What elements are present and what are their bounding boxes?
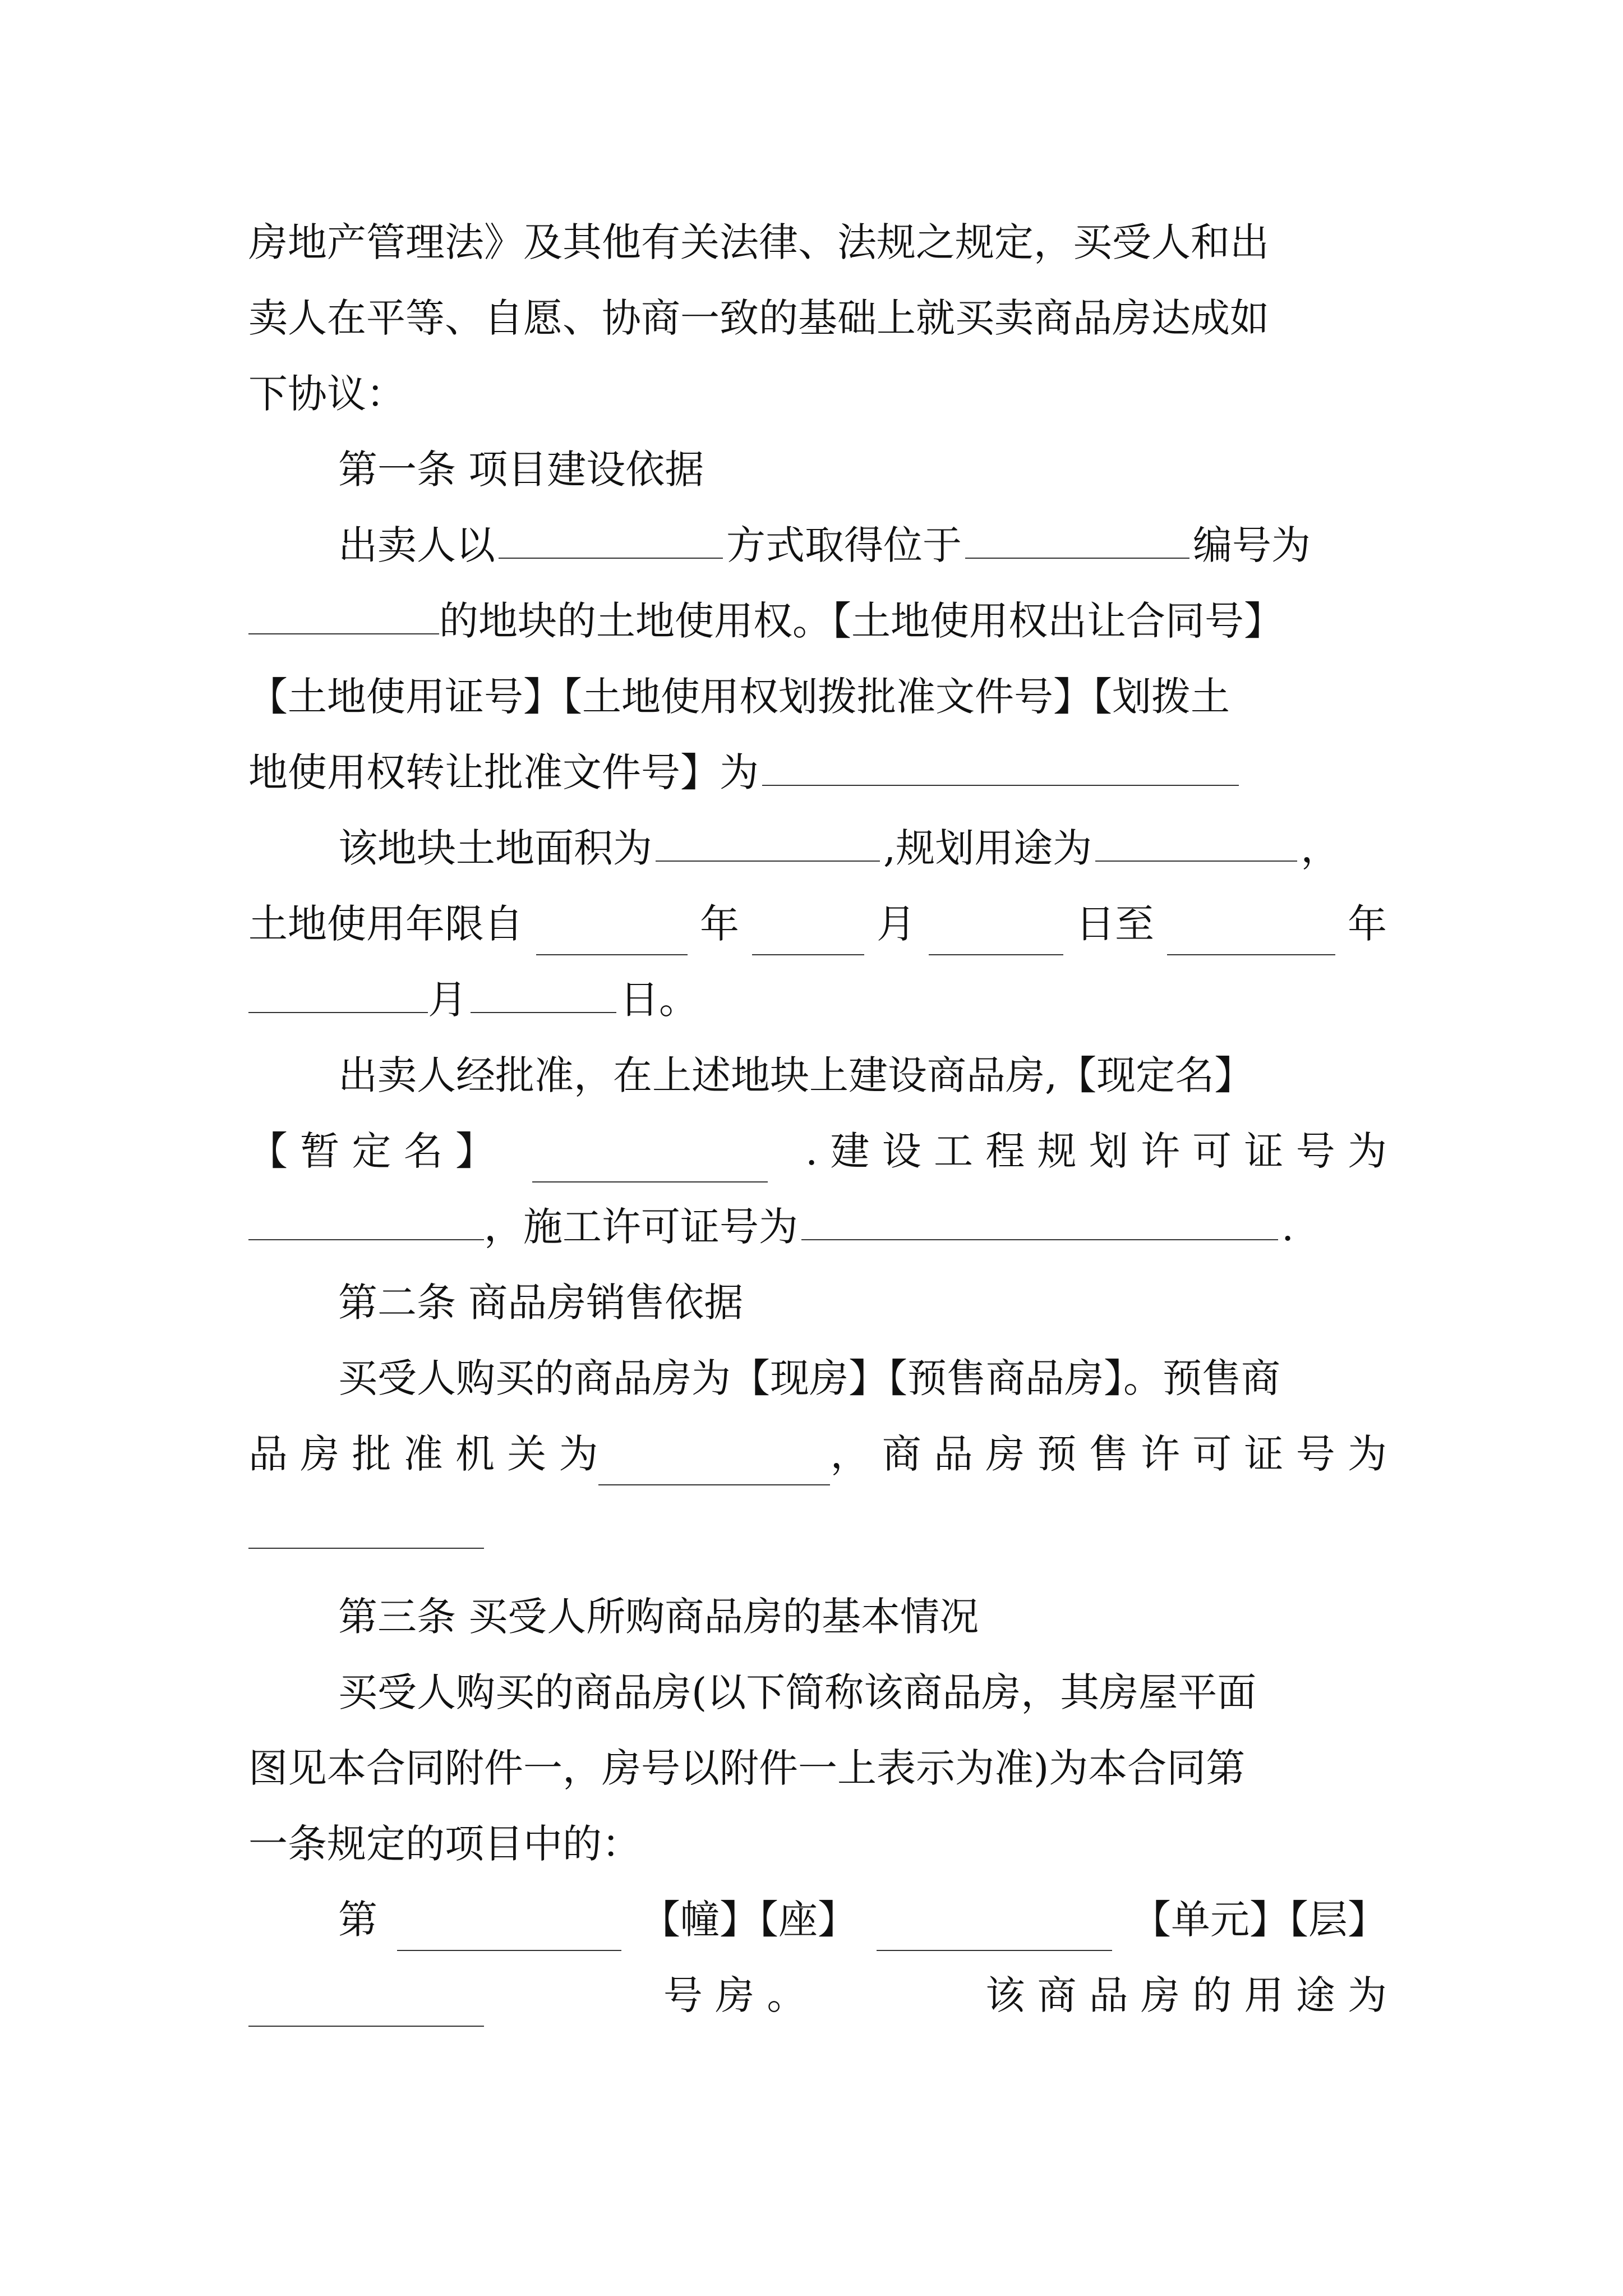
- line-text: 一条规定的项目中的：: [248, 1821, 641, 1867]
- fill-blank-end-year[interactable]: [1167, 915, 1335, 955]
- article-3-title: [338, 1585, 1387, 1648]
- fill-blank-planned-use[interactable]: [1095, 821, 1297, 862]
- paragraph-line: [248, 968, 1387, 1031]
- line-text: 买受人购买的商品房为【现房】【预售商品房】。预售商: [338, 1355, 1280, 1401]
- line-text: 卖人在平等、自愿、协商一致的基础上就买卖商品房达成如: [248, 295, 1269, 341]
- paragraph-line: [248, 665, 1387, 728]
- paragraph-line: [248, 1120, 1387, 1182]
- line-text: ， 商 品 房 预 售 许 可 证 号 为: [830, 1431, 1387, 1477]
- paragraph-line: [248, 1504, 1387, 1567]
- line-text: 方式取得位于: [726, 522, 962, 568]
- paragraph-line: [248, 1423, 1387, 1485]
- line-text: 出卖人经批准，在上述地块上建设商品房,【现定名】: [338, 1052, 1254, 1098]
- line-text: 年: [1348, 901, 1387, 947]
- paragraph-line: [248, 1195, 1387, 1258]
- line-text: 品 房 批 准 机 关 为: [248, 1431, 598, 1477]
- line-text: ,规划用途为: [883, 825, 1092, 871]
- article-1-title: [338, 438, 1387, 501]
- line-text: . 建 设 工 程 规 划 许 可 证 号 为: [805, 1128, 1387, 1174]
- fill-blank-start-month[interactable]: [752, 915, 864, 955]
- line-text: 编号为: [1193, 522, 1311, 568]
- paragraph-line: [248, 892, 1387, 955]
- line-text: 第: [338, 1897, 377, 1943]
- paragraph-line: [248, 362, 1387, 425]
- fill-blank-start-day[interactable]: [929, 915, 1063, 955]
- paragraph-line: [338, 514, 1387, 577]
- line-text: 该地块土地面积为: [338, 825, 652, 871]
- fill-blank-start-year[interactable]: [536, 915, 688, 955]
- fill-blank-approval-authority[interactable]: [598, 1445, 831, 1485]
- article-title-text: 第三条 买受人所购商品房的基本情况: [338, 1594, 979, 1640]
- paragraph-line: [338, 1347, 1387, 1410]
- line-text: 的地块的土地使用权。【土地使用权出让合同号】: [439, 598, 1283, 644]
- article-title-text: 第二条 商品房销售依据: [338, 1280, 744, 1326]
- fill-blank-acquisition-method[interactable]: [499, 518, 723, 559]
- fill-blank-building[interactable]: [397, 1911, 621, 1951]
- fill-blank-end-month[interactable]: [248, 973, 428, 1013]
- fill-blank-presale-permit[interactable]: [248, 1508, 484, 1549]
- line-text: .: [1281, 1204, 1294, 1250]
- fill-blank-end-day[interactable]: [471, 973, 616, 1013]
- line-text: 【单元】【层】: [1132, 1897, 1387, 1943]
- line-text: 房地产管理法》及其他有关法律、法规之规定，买受人和出: [248, 219, 1269, 265]
- line-text: 土地使用年限自: [248, 901, 523, 947]
- line-text: 【 暂 定 名 】: [248, 1128, 495, 1174]
- paragraph-line: [338, 1888, 1387, 1951]
- line-text: ，: [1301, 825, 1340, 871]
- fill-blank-project-name[interactable]: [532, 1142, 768, 1182]
- paragraph-line: [248, 590, 1387, 652]
- fill-blank-unit[interactable]: [877, 1911, 1112, 1951]
- paragraph-line: [248, 211, 1387, 274]
- paragraph-line: [338, 817, 1387, 880]
- paragraph-line: [248, 1812, 1387, 1875]
- article-2-title: [338, 1271, 1387, 1334]
- line-text: 日至: [1076, 901, 1154, 947]
- line-text: 该 商 品 房 的 用 途 为: [985, 1972, 1387, 2018]
- line-text: 出卖人以: [338, 522, 495, 568]
- line-text: 年: [700, 901, 739, 947]
- line-text: 买受人购买的商品房(以下简称该商品房，其房屋平面: [338, 1669, 1257, 1715]
- paragraph-line: [248, 1964, 1387, 2027]
- paragraph-line: [248, 741, 1387, 804]
- fill-blank-planning-permit[interactable]: [248, 1200, 484, 1240]
- line-text: 日。: [620, 977, 698, 1023]
- line-text: 【土地使用证号】【土地使用权划拨批准文件号】【划拨土: [248, 674, 1230, 720]
- fill-blank-land-area[interactable]: [656, 821, 880, 862]
- paragraph-line: [248, 1737, 1387, 1800]
- paragraph-line: [338, 1044, 1387, 1107]
- line-text: 下协议：: [248, 371, 405, 417]
- fill-blank-plot-number[interactable]: [248, 594, 439, 634]
- line-text: 图见本合同附件一，房号以附件一上表示为准)为本合同第: [248, 1745, 1246, 1791]
- fill-blank-construction-permit[interactable]: [801, 1200, 1278, 1240]
- line-text: 【幢】【座】: [641, 1897, 857, 1943]
- paragraph-line: [248, 287, 1387, 349]
- paragraph-line: [338, 1661, 1387, 1724]
- fill-blank-location[interactable]: [965, 518, 1189, 559]
- line-text: 号 房 。: [663, 1972, 806, 2018]
- line-text: 月: [428, 977, 467, 1023]
- fill-blank-document-number[interactable]: [762, 746, 1239, 786]
- line-text: 地使用权转让批准文件号】为: [248, 749, 759, 795]
- fill-blank-room-number[interactable]: [248, 1986, 484, 2027]
- line-text: ，施工许可证号为: [484, 1204, 798, 1250]
- article-title-text: 第一条 项目建设依据: [338, 447, 704, 493]
- line-text: 月: [877, 901, 916, 947]
